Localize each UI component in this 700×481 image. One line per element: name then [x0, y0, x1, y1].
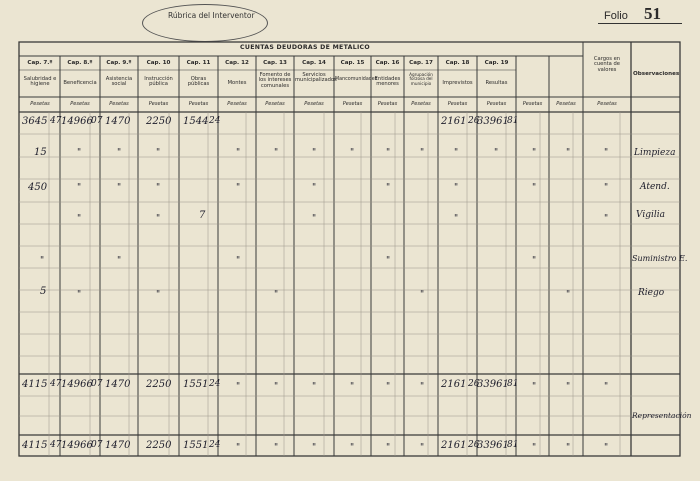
total2-cap7: 4115 — [22, 440, 48, 451]
ditto-mark: " — [454, 183, 459, 193]
entry-cap11-cents: 24 — [209, 116, 221, 126]
total2-cap9: 1470 — [105, 440, 131, 451]
entry-cap11: 1544 — [183, 116, 209, 127]
ditto-mark: " — [420, 290, 425, 300]
unit-label: Pesetas — [411, 101, 431, 107]
ditto-mark: " — [566, 290, 571, 300]
stamp-label: Rúbrica del Interventor — [168, 11, 255, 20]
ditto-mark: " — [566, 148, 571, 158]
ditto-mark: " — [386, 183, 391, 193]
col-cap-13: Cap. 13 — [263, 60, 287, 66]
ditto-mark: " — [274, 148, 279, 158]
ditto-mark: " — [117, 148, 122, 158]
total1-cap11-cents: 24 — [209, 379, 221, 389]
ditto-mark: " — [454, 148, 459, 158]
obs-total: Representación — [632, 411, 692, 420]
ditto-mark: " — [604, 382, 609, 392]
ditto-mark: " — [236, 183, 241, 193]
total2-cap8-cents: 07 — [91, 440, 103, 450]
ditto-mark: " — [386, 382, 391, 392]
col-sub-montes: Montes — [227, 80, 247, 86]
col-sub-entidades: Entidades menores — [374, 76, 401, 88]
ditto-mark: " — [117, 183, 122, 193]
entry-cap7: 3645 — [22, 116, 48, 127]
ditto-mark: " — [420, 443, 425, 453]
col-cap-8: Cap. 8.º — [67, 60, 93, 66]
total2-cap19-cents: 81 — [507, 440, 519, 450]
total2-cap18-cents: 26 — [468, 440, 480, 450]
entry-cap19: 33961 — [477, 116, 509, 127]
ditto-mark: " — [604, 183, 609, 193]
col-cap-19: Cap. 19 — [484, 60, 509, 66]
ditto-mark: " — [420, 148, 425, 158]
total2-cap7-cents: 47 — [50, 440, 62, 450]
ditto-mark: " — [156, 148, 161, 158]
ditto-mark: " — [236, 256, 241, 266]
folio-number: 51 — [644, 4, 661, 23]
total1-cap18-cents: 26 — [468, 379, 480, 389]
unit-label: Pesetas — [227, 101, 247, 107]
ditto-mark: " — [77, 214, 82, 224]
unit-label: Pesetas — [597, 101, 617, 107]
ditto-mark: " — [494, 148, 499, 158]
total1-cap18: 2161 — [441, 379, 467, 390]
ditto-mark: " — [156, 214, 161, 224]
ditto-mark: " — [40, 256, 45, 266]
col-cap-11: Cap. 11 — [186, 60, 211, 66]
entry-row3-cap7: 450 — [28, 182, 48, 193]
ditto-mark: " — [350, 148, 355, 158]
total2-cap11: 1551 — [183, 440, 209, 451]
ditto-mark: " — [532, 443, 537, 453]
ditto-mark: " — [236, 443, 241, 453]
total1-cap11: 1551 — [183, 379, 209, 390]
ditto-mark: " — [274, 382, 279, 392]
obs-row7: Riego — [638, 288, 665, 298]
total2-cap11-cents: 24 — [209, 440, 221, 450]
col-sub-agrupacion: Agrupación forzosa del municipio — [409, 72, 433, 86]
ditto-mark: " — [156, 183, 161, 193]
ditto-mark: " — [532, 148, 537, 158]
total1-cap7-cents: 47 — [50, 379, 62, 389]
ditto-mark: " — [274, 443, 279, 453]
col-cap-12: Cap. 12 — [225, 60, 249, 66]
entry-cap19-cents: 81 — [507, 116, 519, 126]
total1-cap7: 4115 — [22, 379, 48, 390]
ditto-mark: " — [350, 443, 355, 453]
banner-title: CUENTAS DEUDORAS DE METALICO — [226, 45, 384, 52]
ditto-mark: " — [77, 183, 82, 193]
ditto-mark: " — [386, 256, 391, 266]
ditto-mark: " — [420, 382, 425, 392]
unit-label: Pesetas — [70, 101, 90, 107]
col-sub-obras: Obras públicas — [187, 76, 210, 88]
ditto-mark: " — [312, 443, 317, 453]
ditto-mark: " — [77, 290, 82, 300]
col-cap-10: Cap. 10 — [146, 60, 171, 66]
total2-cap18: 2161 — [441, 440, 467, 451]
ditto-mark: " — [312, 382, 317, 392]
col-sub-servicios: Servicios municipalizados — [295, 72, 337, 84]
unit-label: Pesetas — [304, 101, 324, 107]
col-sub-imprevistos: Imprevistos — [442, 80, 473, 86]
unit-label: Pesetas — [556, 101, 576, 107]
entry-row2-cap7: 15 — [34, 147, 47, 158]
col-cap-15: Cap. 15 — [340, 60, 365, 66]
obs-row5: Vigilia — [636, 210, 665, 220]
unit-label: Pesetas — [342, 101, 363, 107]
col-sub-instruccion: Instrucción pública — [144, 76, 173, 88]
unit-label: Pesetas — [486, 101, 507, 107]
ditto-mark: " — [386, 148, 391, 158]
ditto-mark: " — [532, 256, 537, 266]
ditto-mark: " — [604, 214, 609, 224]
ditto-mark: " — [156, 290, 161, 300]
entry-cap7-cents: 47 — [50, 116, 62, 126]
col-sub-salubridad: Salubridad e higiene — [23, 76, 57, 88]
obs-row6: Suministro E. — [632, 254, 688, 263]
entry-cap18-cents: 26 — [468, 116, 480, 126]
total1-cap19-cents: 81 — [507, 379, 519, 389]
ditto-mark: " — [312, 214, 317, 224]
unit-label: Pesetas — [148, 101, 169, 107]
ditto-mark: " — [566, 443, 571, 453]
ditto-mark: " — [604, 148, 609, 158]
total1-cap8-cents: 07 — [91, 379, 103, 389]
col-cap-14: Cap. 14 — [302, 60, 326, 66]
ditto-mark: " — [386, 443, 391, 453]
entry-cap18: 2161 — [441, 116, 467, 127]
ditto-mark: " — [117, 256, 122, 266]
unit-label: Pesetas — [377, 101, 398, 107]
total2-cap8: 14966 — [61, 440, 93, 451]
col-cap-17: Cap. 17 — [409, 60, 433, 66]
col-sub-mancomunidades: Mancomunidades — [335, 77, 378, 82]
col-cap-18: Cap. 18 — [445, 60, 470, 66]
entry-row5-cap11: 7 — [199, 210, 206, 221]
obs-row3: Atend. — [640, 182, 670, 192]
col-sub-resultas: Resultas — [485, 80, 508, 86]
unit-label: Pesetas — [30, 101, 50, 107]
ditto-mark: " — [604, 443, 609, 453]
ditto-mark: " — [236, 148, 241, 158]
total1-cap9: 1470 — [105, 379, 131, 390]
ditto-mark: " — [77, 148, 82, 158]
col-sub-asistencia: Asistencia social — [105, 76, 133, 88]
ditto-mark: " — [532, 382, 537, 392]
cargos-header: Cargos en cuenta de valores — [593, 56, 621, 73]
unit-label: Pesetas — [522, 101, 543, 107]
entry-cap9: 1470 — [105, 116, 131, 127]
total1-cap10: 2250 — [146, 379, 172, 390]
total1-cap19: 33961 — [477, 379, 509, 390]
total2-cap10: 2250 — [146, 440, 172, 451]
entry-cap8: 14966 — [61, 116, 93, 127]
ditto-mark: " — [350, 382, 355, 392]
unit-label: Pesetas — [447, 101, 468, 107]
col-sub-fomento: Fomento de los intereses comunales — [258, 72, 292, 89]
col-cap-7: Cap. 7.º — [27, 60, 53, 66]
entry-row7-cap7: 5 — [40, 286, 47, 297]
folio-label: Folio — [604, 10, 628, 22]
entry-cap8-cents: 07 — [91, 116, 103, 126]
unit-label: Pesetas — [188, 101, 209, 107]
col-cap-16: Cap. 16 — [375, 60, 400, 66]
entry-cap10: 2250 — [146, 116, 172, 127]
unit-label: Pesetas — [265, 101, 285, 107]
ditto-mark: " — [236, 382, 241, 392]
ditto-mark: " — [454, 214, 459, 224]
obs-row2: Limpieza — [634, 148, 676, 158]
ditto-mark: " — [532, 183, 537, 193]
ditto-mark: " — [312, 183, 317, 193]
ditto-mark: " — [312, 148, 317, 158]
ditto-mark: " — [274, 290, 279, 300]
total2-cap19: 33961 — [477, 440, 509, 451]
col-sub-beneficencia: Beneficencia — [63, 80, 97, 86]
ditto-mark: " — [566, 382, 571, 392]
col-cap-9: Cap. 9.º — [106, 60, 132, 66]
total1-cap8: 14966 — [61, 379, 93, 390]
observaciones-header: Observaciones — [633, 71, 680, 77]
unit-label: Pesetas — [109, 101, 129, 107]
